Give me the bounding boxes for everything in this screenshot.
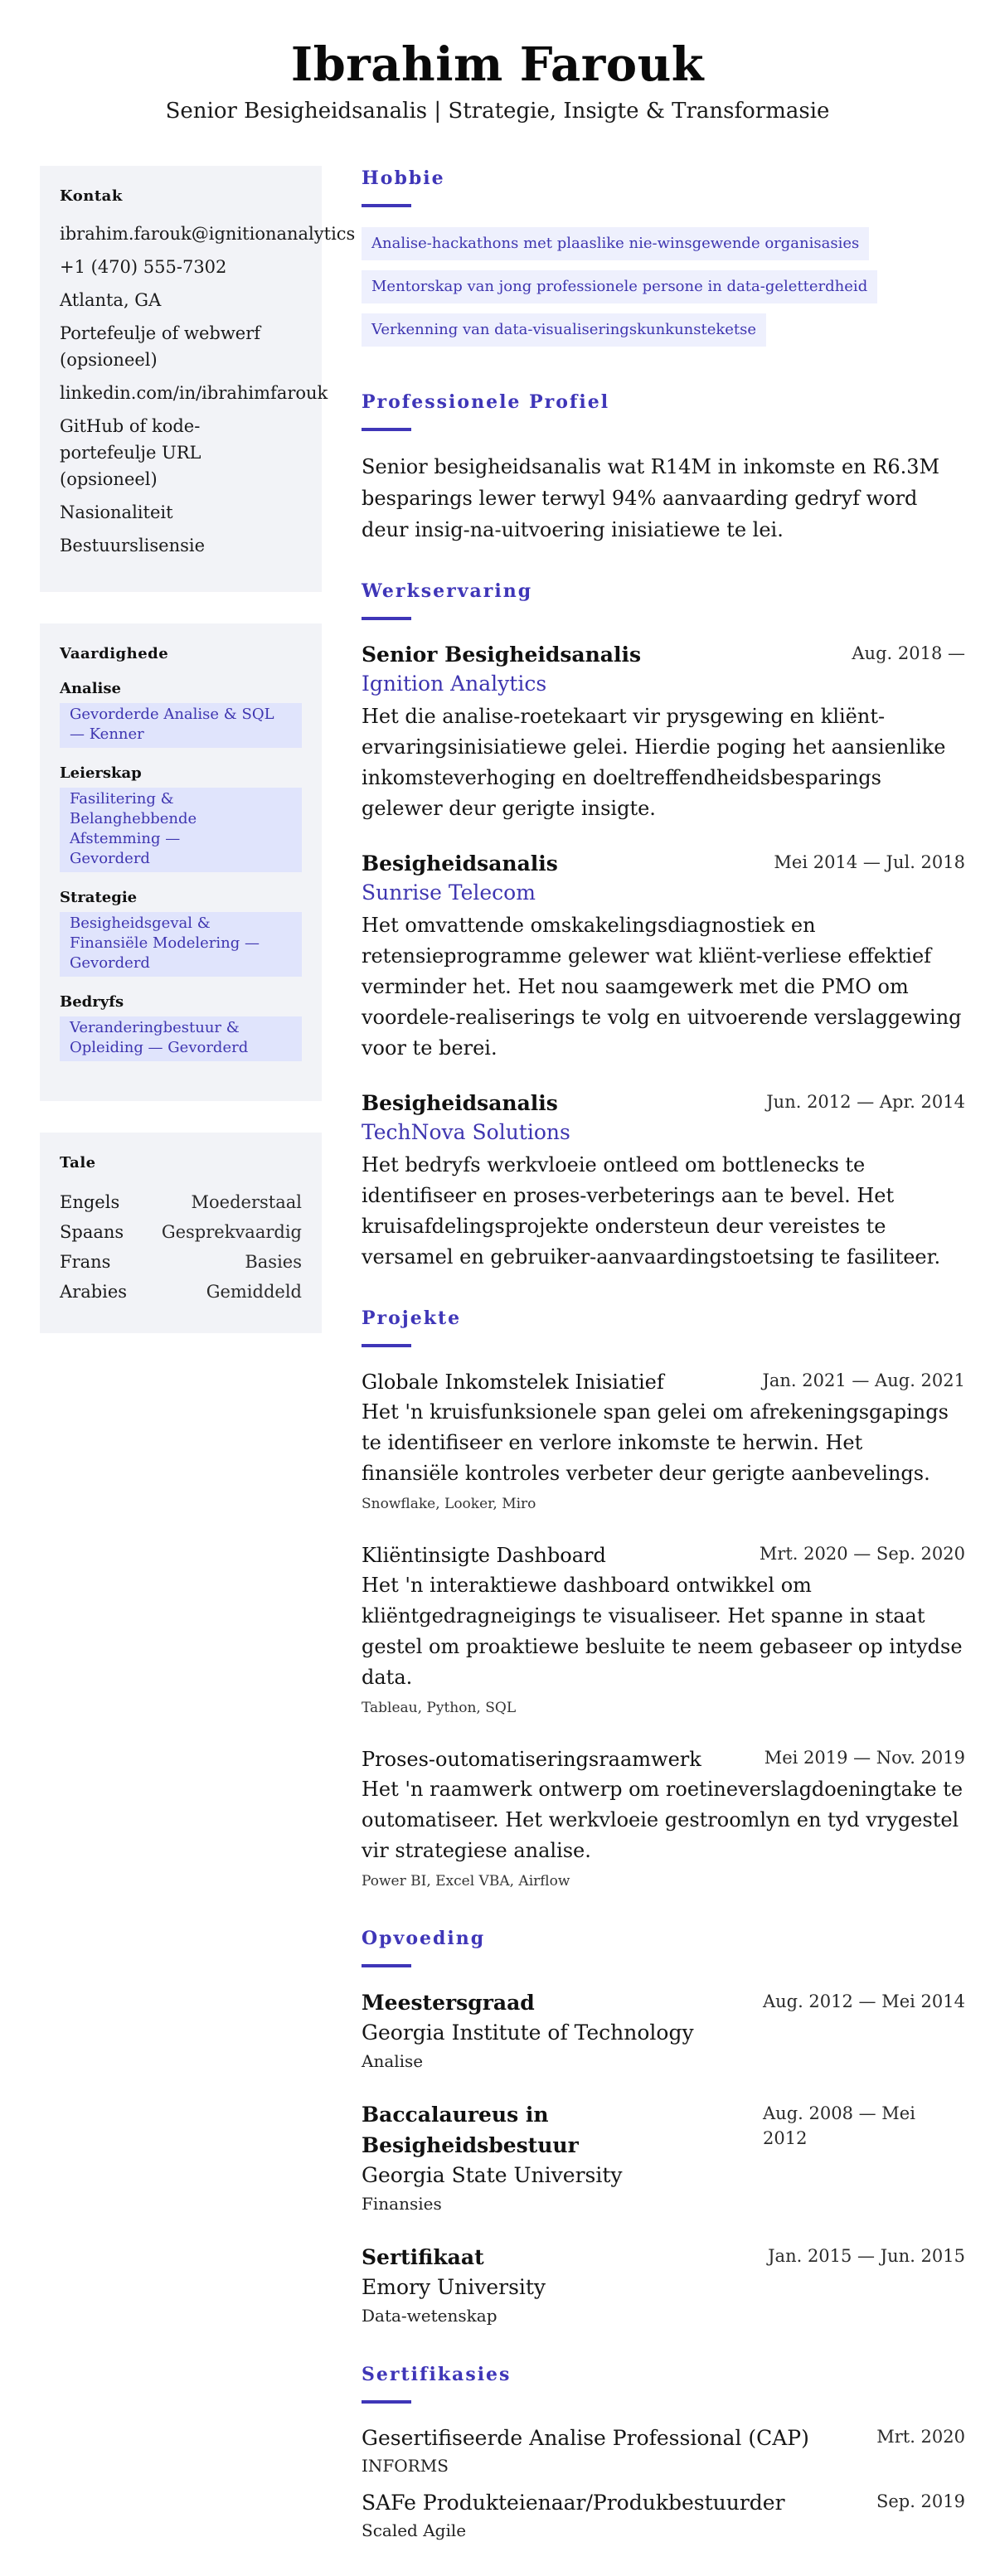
skills-card (40, 623, 322, 1101)
skill-chip: Besigheidsgeval & Finansiële Modelering — Gevorderd (60, 912, 302, 977)
project-entry (362, 1744, 965, 1893)
language-name: Arabies (60, 1282, 128, 1302)
section-divider (362, 1964, 411, 1967)
project-title: Globale Inkomstelek Inisiatief (362, 1370, 664, 1394)
project-title: Kliëntinsigte Dashboard (362, 1544, 606, 1567)
education-field: Analise (362, 2051, 424, 2071)
language-level: Gemiddeld (206, 1282, 302, 1302)
job-description: Het bedryfs werkvloeie ontleed om bottlenecks te identifiseer en proses-verbeterings aan te bevel. Het kruisafdelingsprojekte ondersteun deur vereistes te versamel en gebruiker-aanvaardingstoetsing te fasiliteer. (362, 1153, 941, 1269)
contact-card (40, 166, 356, 592)
section-title: Professionele Profiel (362, 391, 610, 413)
education-degree: Meestersgraad (362, 1991, 535, 2015)
project-description: Het 'n interaktiewe dashboard ontwikkel om kliëntgedragneigings te visualiseer. Het spanne in staat gestel om proaktiewe besluite te neem gebaseer op intydse data. (362, 1574, 963, 1689)
job-entry (362, 640, 965, 824)
project-description: Het 'n raamwerk ontwerp om roetineverslagdoeningtake te outomatiseer. Het werkvloeie gestroomlyn en tyd vrygestel vir strategiese analise. (362, 1778, 963, 1862)
certification-entry (362, 2488, 965, 2543)
education-school: Emory University (362, 2275, 546, 2299)
hobbies-section (362, 166, 965, 357)
profile-section (362, 390, 965, 546)
skill-chip: Veranderingbestuur & Opleiding — Gevorderd (60, 1016, 302, 1061)
job-company: Sunrise Telecom (362, 880, 536, 905)
language-level: Gesprekvaardig (161, 1222, 302, 1242)
contact-linkedin[interactable]: linkedin.com/in/ibrahimfarouk (60, 383, 328, 403)
language-row (60, 1187, 302, 1217)
contact-portfolio[interactable]: Portefeulje of webwerf (opsioneel) (60, 323, 261, 370)
section-divider (362, 428, 411, 431)
education-date: Aug. 2012 — Mei 2014 (762, 1991, 965, 2011)
certification-issuer: INFORMS (362, 2456, 449, 2476)
contact-email[interactable]: ibrahim.farouk@ignitionanalytics (60, 224, 356, 244)
languages-title: Tale (60, 1154, 96, 1172)
contact-title: Kontak (60, 187, 123, 205)
certification-name: Gesertifiseerde Analise Professional (CAP) (362, 2426, 809, 2450)
job-company: Ignition Analytics (362, 672, 547, 696)
section-divider (362, 617, 411, 620)
section-title: Opvoeding (362, 1928, 486, 1949)
section-title: Sertifikasies (362, 2364, 512, 2385)
project-tech: Power BI, Excel VBA, Airflow (362, 1873, 570, 1890)
language-level: Basies (245, 1252, 302, 1272)
skill-chip: Gevorderde Analise & SQL — Kenner (60, 703, 302, 748)
projects-section (362, 1306, 965, 1893)
job-description: Het omvattende omskakelingsdiagnostiek en retensieprogramme gelewer wat kliënt-verliese effektief verminder het. Het nou saamgewerk met die PMO om voordele-realiserings te volg en uitvoerende verslaggewing voor te berei. (362, 914, 962, 1060)
job-date: Mei 2014 — Jul. 2018 (774, 852, 965, 872)
job-description: Het die analise-roetekaart vir prysgewing en kliënt-ervaringsinisiatiewe gelei. Hierdie poging het aansienlike inkomsteverhoging en doeltreffendheidsbesparings gelewer deur gerigte insigte. (362, 705, 946, 820)
section-title: Projekte (362, 1307, 462, 1329)
language-name: Engels (60, 1192, 120, 1212)
hobby-chip: Mentorskap van jong professionele persone in data-geletterdheid (362, 270, 877, 303)
contact-license: Bestuurslisensie (60, 536, 206, 555)
project-entry (362, 1540, 965, 1720)
section-divider (362, 204, 411, 207)
section-divider (362, 2400, 411, 2404)
contact-github[interactable]: GitHub of kode-portefeulje URL (opsioneel) (60, 416, 201, 489)
skill-group-strategie: Strategie (60, 889, 138, 906)
certification-name: SAFe Produkteienaar/Produkbestuurder (362, 2491, 785, 2515)
skills-title: Vaardighede (60, 645, 169, 662)
job-entry (362, 849, 965, 1064)
education-degree: Baccalaureus in Besigheidsbestuur (362, 2103, 579, 2157)
project-date: Mei 2019 — Nov. 2019 (764, 1748, 965, 1768)
education-entry (362, 2242, 965, 2329)
education-field: Data-wetenskap (362, 2306, 498, 2326)
hobby-chip: Verkenning van data-visualiseringskunkunsteketse (362, 313, 766, 347)
section-divider (362, 1344, 411, 1347)
job-date: Jun. 2012 — Apr. 2014 (766, 1092, 965, 1112)
education-school: Georgia State University (362, 2163, 623, 2187)
languages-card (40, 1133, 322, 1333)
job-title: Besigheidsanalis (362, 851, 558, 876)
skill-group-bedryfs: Bedryfs (60, 993, 124, 1011)
education-school: Georgia Institute of Technology (362, 2021, 694, 2045)
job-company: TechNova Solutions (362, 1120, 570, 1144)
project-date: Mrt. 2020 — Sep. 2020 (759, 1544, 965, 1564)
project-tech: Tableau, Python, SQL (362, 1700, 517, 1716)
resume-header (0, 0, 995, 126)
experience-section (362, 579, 965, 1273)
candidate-tagline: Senior Besigheidsanalis | Strategie, Insigte & Transformasie (165, 99, 830, 124)
education-entry (362, 2099, 965, 2217)
project-tech: Snowflake, Looker, Miro (362, 1496, 536, 1512)
certification-entry (362, 2423, 965, 2478)
language-level: Moederstaal (191, 1192, 302, 1212)
certifications-section (362, 2362, 965, 2543)
education-field: Finansies (362, 2194, 442, 2214)
job-entry (362, 1089, 965, 1273)
education-degree: Sertifikaat (362, 2245, 484, 2269)
job-date: Aug. 2018 — (852, 643, 965, 663)
certification-date: Mrt. 2020 (876, 2427, 965, 2447)
language-name: Spaans (60, 1222, 124, 1242)
language-row (60, 1217, 302, 1247)
education-date: Aug. 2008 — Mei 2012 (763, 2103, 915, 2148)
contact-nationality: Nasionaliteit (60, 502, 173, 522)
education-entry (362, 1987, 965, 2074)
job-title: Senior Besigheidsanalis (362, 643, 642, 667)
contact-phone[interactable]: +1 (470) 555-7302 (60, 257, 227, 277)
education-date: Jan. 2015 — Jun. 2015 (768, 2246, 965, 2266)
certification-issuer: Scaled Agile (362, 2520, 467, 2540)
language-name: Frans (60, 1252, 111, 1272)
section-title: Hobbie (362, 167, 445, 189)
language-row (60, 1247, 302, 1277)
profile-summary: Senior besigheidsanalis wat R14M in inkomste en R6.3M besparings lewer terwyl 94% aanvaarding gedryf word deur insig-na-uitvoering inisiatiewe te lei. (362, 455, 940, 541)
project-entry (362, 1367, 965, 1516)
section-title: Werkservaring (362, 580, 533, 602)
education-section (362, 1926, 965, 2329)
skill-group-leierskap: Leierskap (60, 764, 142, 782)
candidate-name: Ibrahim Farouk (290, 37, 705, 92)
skill-group-analise: Analise (60, 680, 121, 697)
sidebar (40, 166, 356, 2576)
resume-body (40, 166, 965, 2576)
project-title: Proses-outomatiseringsraamwerk (362, 1748, 701, 1771)
language-row (60, 1277, 302, 1307)
skill-chip: Fasilitering & Belanghebbende Afstemming — Gevorderd (60, 788, 302, 872)
main-column (362, 166, 965, 2576)
hobby-chip: Analise-hackathons met plaaslike nie-winsgewende organisasies (362, 227, 869, 260)
certification-date: Sep. 2019 (876, 2491, 965, 2511)
job-title: Besigheidsanalis (362, 1091, 558, 1115)
hobby-list (362, 227, 965, 357)
contact-location: Atlanta, GA (60, 290, 162, 310)
project-description: Het 'n kruisfunksionele span gelei om afrekeningsgapings te identifiseer en verlore inkomste te herwin. Het finansiële kontroles verbeter deur gerigte aanbevelings. (362, 1400, 949, 1485)
project-date: Jan. 2021 — Aug. 2021 (762, 1370, 965, 1390)
